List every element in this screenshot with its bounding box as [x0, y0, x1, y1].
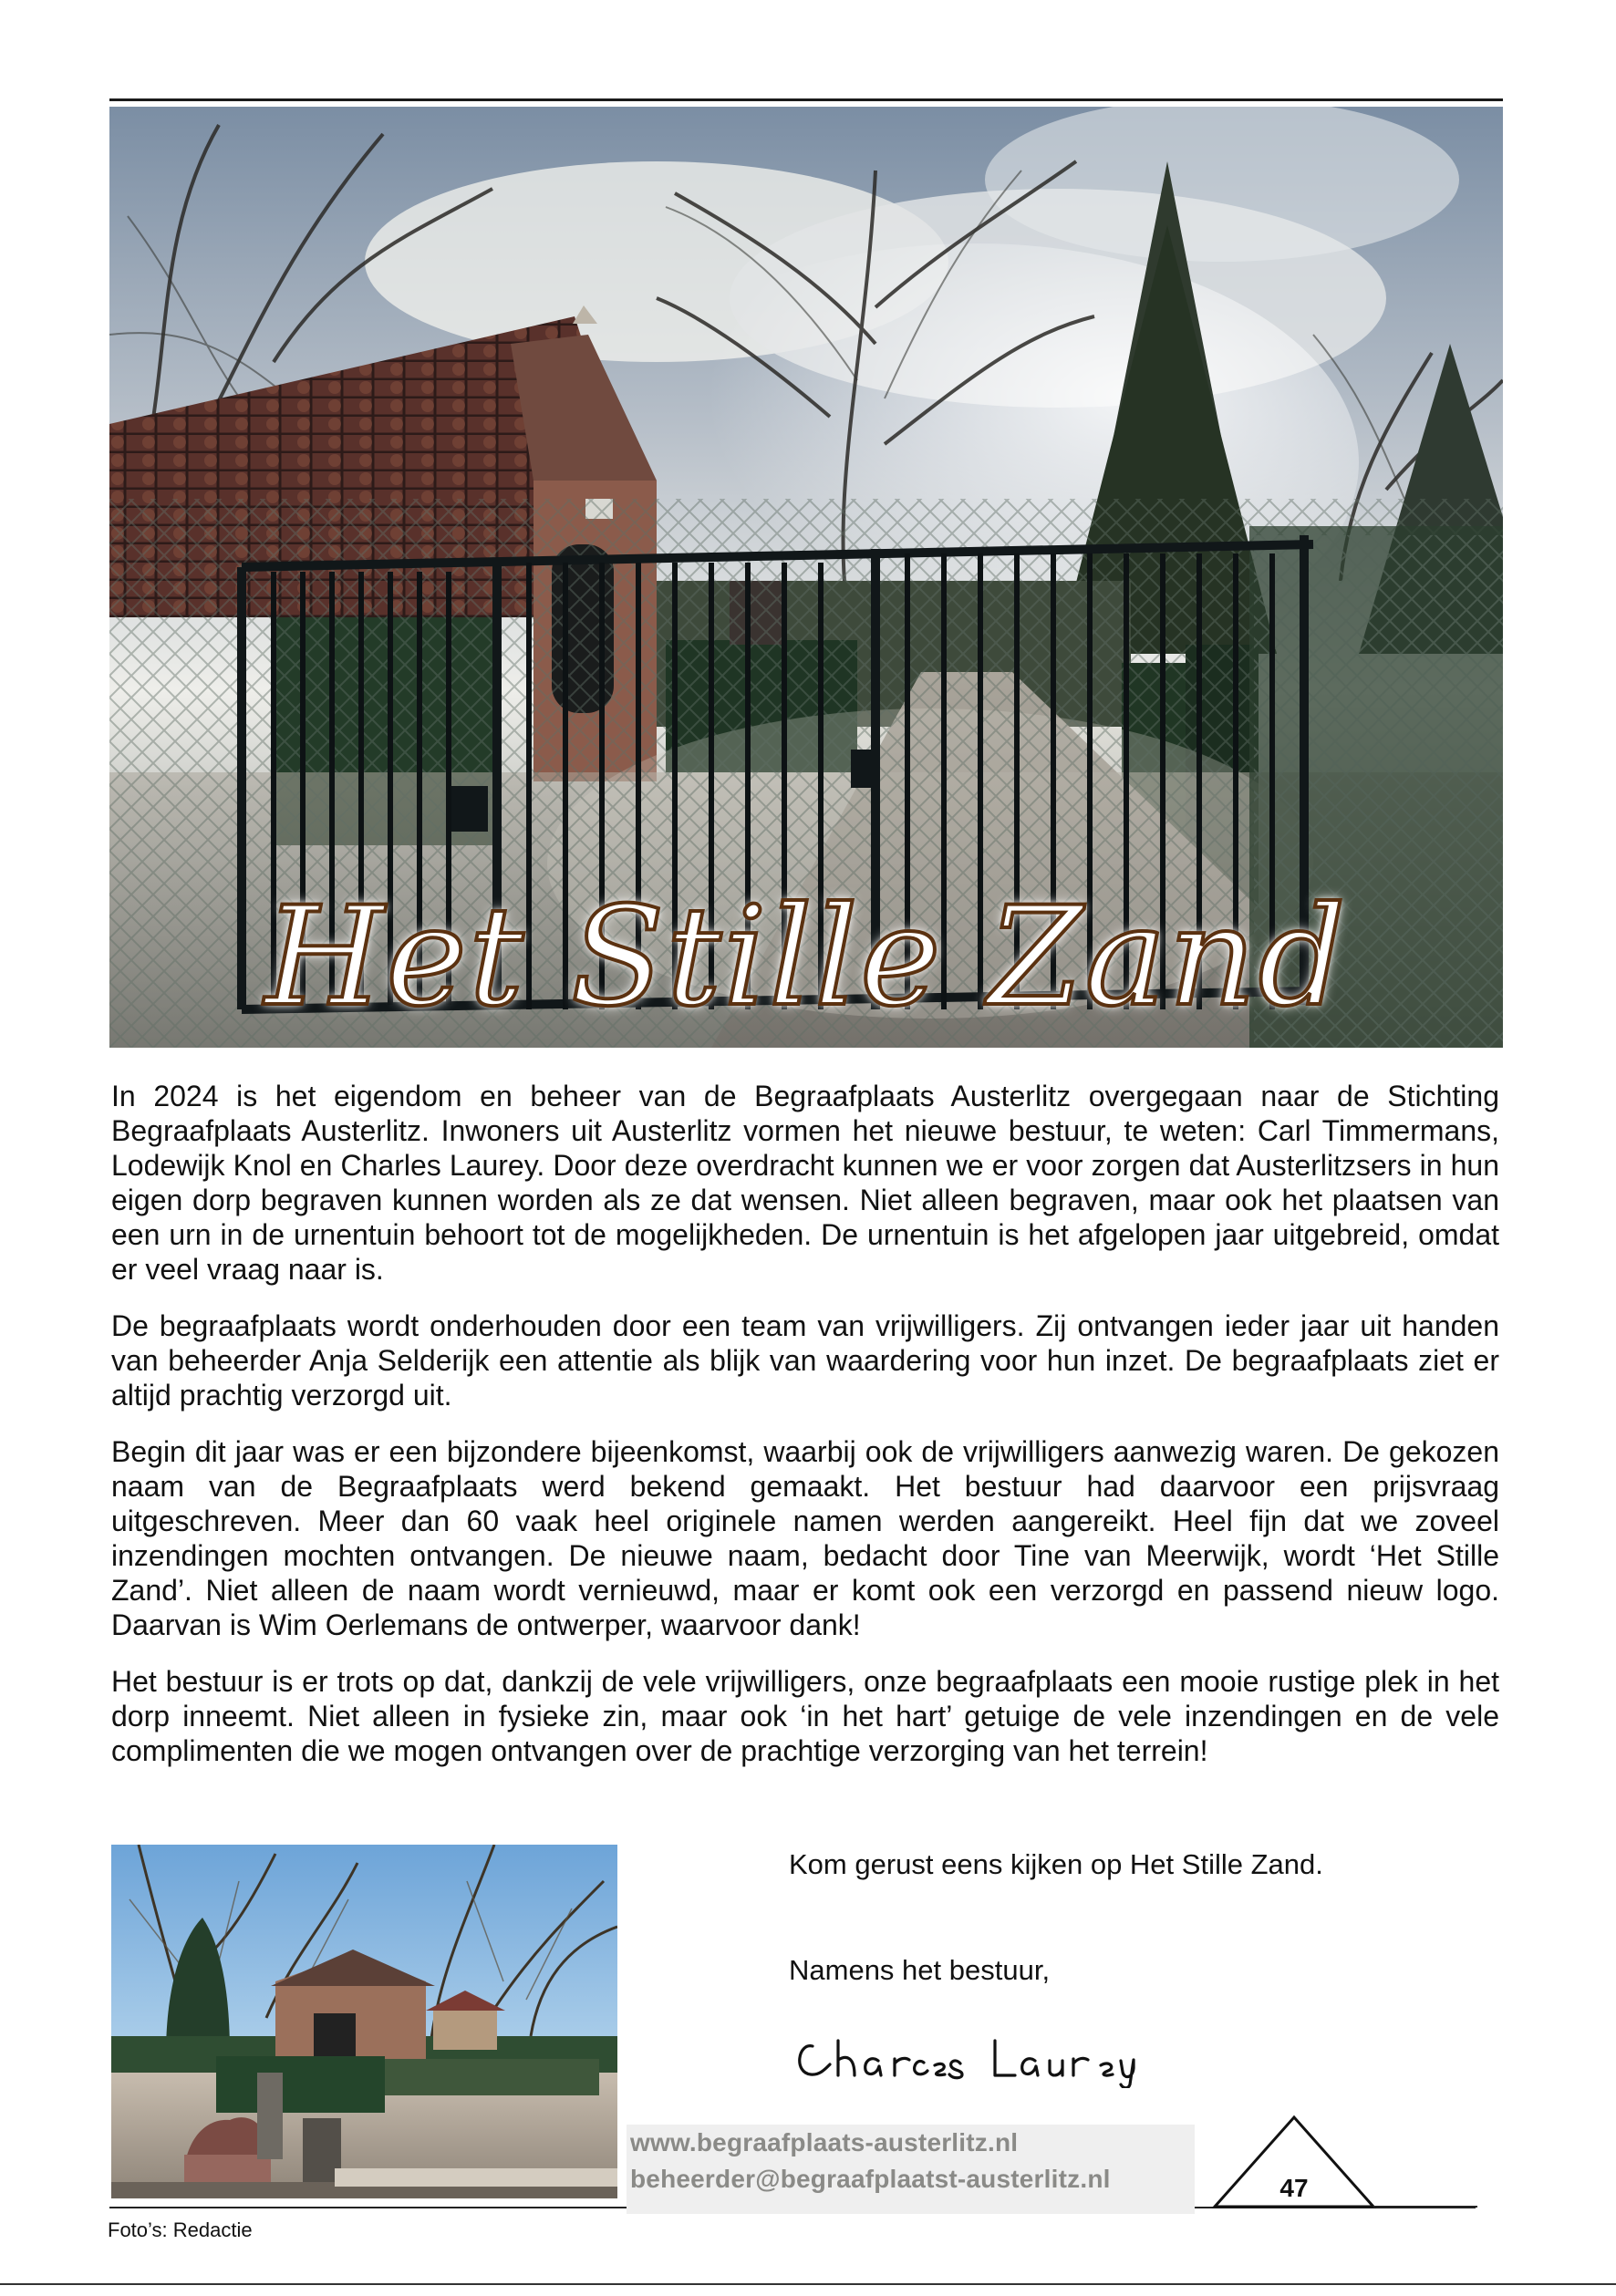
photo-credit: Foto’s: Redactie	[108, 2218, 253, 2241]
closing-block	[789, 1847, 1363, 1988]
paragraph-pride: Het bestuur is er trots op dat, dankzij de vele vrijwilligers, onze begraafplaats een mooie rustige plek in het dorp inneemt. Niet alleen in fysieke zin, maar ook ‘in het hart’ getuige de vele inzendingen en de vele complimenten die we mogen ontvangen over de prachtige verzorging van het terrein!	[111, 1665, 1499, 1767]
hero-photo-cemetery-gate	[109, 107, 1503, 1048]
closing-sign-off: Namens het bestuur,	[789, 1954, 1051, 1986]
email-link[interactable]: beheerder@begraafplaatst-austerlitz.nl	[630, 2165, 1111, 2193]
paragraph-ownership: In 2024 is het eigendom en beheer van de Begraafplaats Austerlitz overgegaan naar de Stichting Begraafplaats Austerlitz. Inwoners uit Austerlitz vormen het nieuwe bestuur, te weten: Carl Timmermans, Lodewijk Knol en Charles Laurey. Door deze overdracht kunnen we er voor zorgen dat Austerlitzsers in hun eigen dorp begraven kunnen worden als ze dat wensen. Niet alleen begraven, maar ook het plaatsen van een urn in de urnentuin behoort tot de mogelijkheden. De urnentuin is het afgelopen jaar uitgebreid, omdat er veel vraag naar is.	[111, 1080, 1499, 1286]
bottom-edge-rule	[0, 2283, 1616, 2285]
cemetery-grounds-illustration	[111, 1845, 617, 2198]
signature-image	[789, 2024, 1135, 2088]
paragraph-volunteers: De begraafplaats wordt onderhouden door een team van vrijwilligers. Zij ontvangen ieder jaar uit handen van beheerder Anja Selderijk een attentie als blijk van waardering voor hun inzet. De begraafplaats ziet er altijd prachtig verzorgd uit.	[111, 1309, 1499, 1412]
page-number: 47	[1279, 2174, 1309, 2202]
paragraph-new-name: Begin dit jaar was er een bijzondere bijeenkomst, waarbij ook de vrijwilligers aanwezig waren. De gekozen naam van de Begraafplaats werd bekend gemaakt. Het bestuur had daarvoor een prijsvraag uitgeschreven. Meer dan 60 vaak heel originele namen werden aangereikt. Heel fijn dat we zoveel inzendingen mochten ontvangen. De nieuwe naam, bedacht door Tine van Meerwijk, wordt ‘Het Stille Zand’. Niet alleen de naam wordt vernieuwd, maar er komt ook een verzorgd en passend nieuw logo. Daarvan is Wim Oerlemans de ontwerper, waarvoor dank!	[111, 1435, 1499, 1641]
article-body	[111, 1079, 1499, 1790]
top-rule	[109, 98, 1503, 101]
website-link[interactable]: www.begraafplaats-austerlitz.nl	[630, 2128, 1019, 2156]
hero-title-overlay: Het Stille Zand	[264, 878, 1348, 1037]
cemetery-grounds-photo	[111, 1845, 617, 2198]
closing-invite: Kom gerust eens kijken op Het Stille Zand.	[789, 1848, 1323, 1880]
contact-box	[627, 2125, 1195, 2214]
